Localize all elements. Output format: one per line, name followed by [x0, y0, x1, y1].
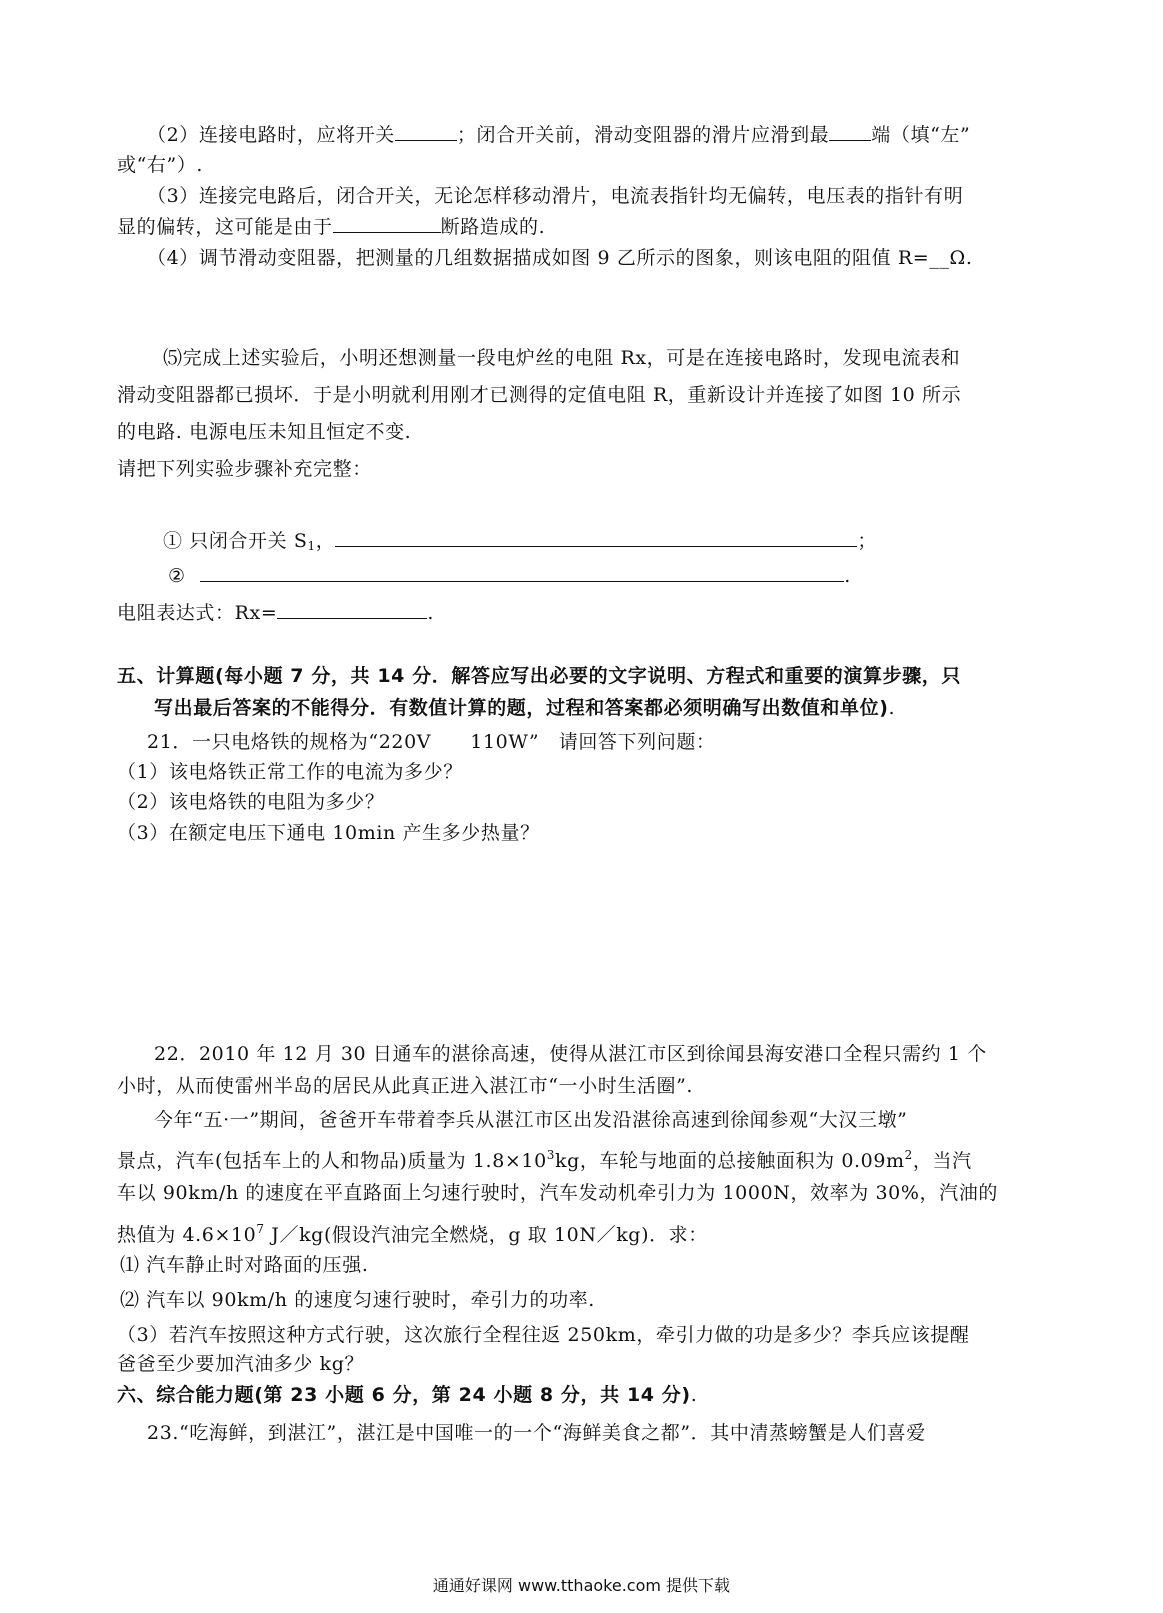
- q22-line5: 车以 90km/h 的速度在平直路面上匀速行驶时，汽车发动机牵引力为 1000N，效率为 30%，汽油的: [117, 1182, 998, 1204]
- q22-line6-b: J／kg(假设汽油完全燃烧，g 取 10N／kg)．求：: [264, 1224, 708, 1246]
- footer-download-note: 通通好课网 www.tthaoke.com 提供下载: [432, 1576, 731, 1595]
- step1-text: ① 只闭合开关 S: [163, 530, 308, 552]
- q20-part5-line3: 的电路. 电源电压未知且恒定不变.: [117, 421, 412, 443]
- q20-part3-text-a: 显的偏转，这可能是由于: [117, 216, 333, 238]
- q20-part2-line1: [147, 122, 970, 147]
- q20-part2-text-a: （2）连接电路时，应将开关: [147, 124, 395, 146]
- step1-end: ；: [857, 530, 877, 552]
- expression-end: .: [427, 602, 434, 624]
- q22-sub1: ⑴ 汽车静止时对路面的压强.: [120, 1254, 369, 1276]
- q22-line4-sup2: 2: [904, 1148, 913, 1162]
- q20-part2-line2: 或“右”）.: [117, 154, 204, 176]
- q21-sub3: （3）在额定电压下通电 10min 产生多少热量？: [117, 822, 540, 844]
- q21-sub2: （2）该电烙铁的电阻为多少？: [117, 791, 385, 813]
- q21-stem: 21．一只电烙铁的规格为“220V 110W” 请回答下列问题：: [147, 731, 716, 753]
- section6-heading-text: 六、综合能力题(第 23 小题 6 分，第 24 小题 8 分，共 14 分): [117, 1384, 691, 1406]
- answer-blank-expression[interactable]: [277, 600, 427, 619]
- expression-label: 电阻表达式：Rx=: [117, 602, 278, 624]
- q20-part3-line2: [117, 214, 545, 239]
- expression-line: [117, 600, 434, 625]
- section5-heading-line1: 五、计算题(每小题 7 分，共 14 分．解答应写出必要的文字说明、方程式和重要的演算步骤，只: [117, 665, 962, 687]
- section6-heading-end: .: [690, 1384, 698, 1406]
- q20-part5-line2: 滑动变阻器都已损坏．于是小明就利用刚才已测得的定值电阻 R，重新设计并连接了如图 10 所示: [117, 384, 962, 406]
- q20-part5-line1: ⑸完成上述实验后，小明还想测量一段电炉丝的电阻 Rx，可是在连接电路时，发现电流表和: [163, 347, 961, 369]
- q23-line1: 23.“吃海鲜，到湛江”，湛江是中国唯一的一个“海鲜美食之都”．其中清蒸螃蟹是人们喜爱: [147, 1422, 926, 1444]
- answer-blank-slider-end[interactable]: [829, 122, 871, 141]
- q20-part3-line1: （3）连接完电路后，闭合开关，无论怎样移动滑片，电流表指针均无偏转，电压表的指针有明: [147, 185, 964, 207]
- section5-heading-end: .: [888, 697, 896, 719]
- answer-blank-open-circuit[interactable]: [333, 214, 441, 233]
- q22-line4-b: kg，车轮与地面的总接触面积为 0.09m: [555, 1150, 905, 1172]
- step1-line: [163, 528, 877, 558]
- section5-heading-line2: [154, 696, 895, 720]
- section5-heading-text: 写出最后答案的不能得分．有数值计算的题，过程和答案都必须明确写出数值和单位): [154, 697, 889, 719]
- steps-intro: 请把下列实验步骤补充完整：: [117, 458, 372, 480]
- q20-part3-text-b: 断路造成的.: [440, 216, 546, 238]
- q22-sub3-line1: （3）若汽车按照这种方式行驶，这次旅行全程往返 250km，牵引力做的功是多少？李兵应该提醒: [117, 1324, 970, 1346]
- q20-part2-text-c: 端（填“左”: [871, 124, 971, 146]
- answer-blank-step2[interactable]: [200, 563, 844, 582]
- q21-sub1: （1）该电烙铁正常工作的电流为多少？: [117, 761, 463, 783]
- q22-line6-sup: 7: [256, 1222, 265, 1236]
- step1-subscript: 1: [307, 539, 316, 553]
- q22-sub3-line2: 爸爸至少要加汽油多少 kg？: [117, 1353, 365, 1375]
- q22-line1: 22．2010 年 12 月 30 日通车的湛徐高速，使得从湛江市区到徐闻县海安港口全程只需约 1 个: [154, 1043, 987, 1065]
- q22-line4-a: 景点，汽车(包括车上的人和物品)质量为 1.8×10: [117, 1150, 547, 1172]
- step2-line: [168, 563, 851, 588]
- answer-blank-switch[interactable]: [395, 122, 457, 141]
- step1-comma: ，: [315, 530, 336, 552]
- q22-line6-a: 热值为 4.6×10: [117, 1224, 257, 1246]
- q22-line4-c: ，当汽: [912, 1150, 972, 1172]
- q22-sub2: ⑵ 汽车以 90km/h 的速度匀速行驶时，牵引力的功率.: [120, 1289, 595, 1311]
- q22-line2: 小时，从而使雷州半岛的居民从此真正进入湛江市“一小时生活圈”.: [117, 1075, 694, 1097]
- q20-part2-text-b: ；闭合开关前，滑动变阻器的滑片应滑到最: [456, 124, 830, 146]
- section6-heading: [117, 1383, 697, 1407]
- step2-end: .: [844, 565, 851, 587]
- answer-blank-step1[interactable]: [335, 528, 857, 547]
- q22-line4: [117, 1143, 972, 1173]
- q22-line6: [117, 1217, 708, 1247]
- q22-line4-sup1: 3: [546, 1148, 556, 1162]
- q22-line3: 今年“五·一”期间，爸爸开车带着李兵从湛江市区出发沿湛徐高速到徐闻参观“大汉三墩”: [154, 1109, 908, 1131]
- step2-marker: ②: [168, 565, 186, 587]
- q20-part4: （4）调节滑动变阻器，把测量的几组数据描成如图 9 乙所示的图象，则该电阻的阻值 R=__Ω.: [147, 247, 973, 269]
